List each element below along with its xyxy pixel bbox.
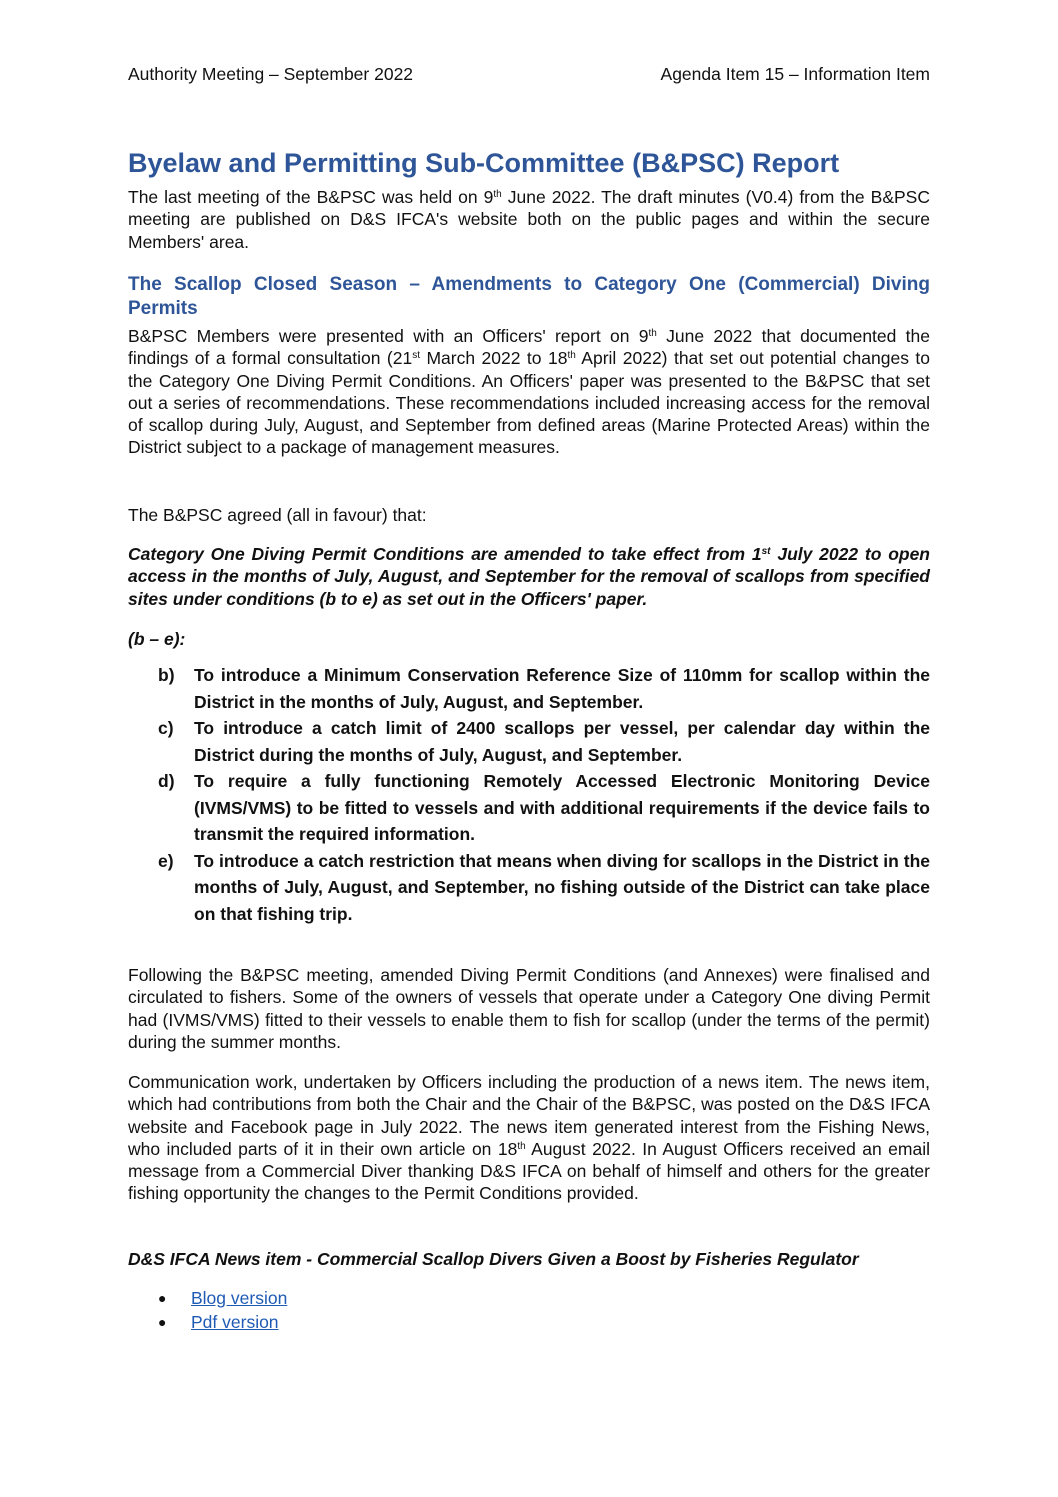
following-meeting-paragraph: Following the B&PSC meeting, amended Diving Permit Conditions (and Annexes) were finalised and circulated to fishers. Some of the owners of vessels that operate under a Category One diving Permit had (IVMS/VMS) fitted to their vessels to enable them to fish for scallop (under the terms of the permit) during the summer months. <box>128 965 930 1052</box>
section-heading: The Scallop Closed Season – Amendments to Category One (Commercial) Diving Permits <box>128 274 930 319</box>
condition-item: e) To introduce a catch restriction that means when diving for scallops in the District in the months of July, August, and September, no fishing outside of the District can take place on that fishing trip. <box>158 850 930 924</box>
agreed-statement: The B&PSC agreed (all in favour) that: <box>128 505 427 525</box>
blog-version-link[interactable]: Blog version <box>191 1288 288 1308</box>
bullet-icon: ● <box>158 1314 167 1330</box>
conditions-list <box>158 662 930 927</box>
bullet-icon: ● <box>158 1290 167 1306</box>
officers-report-paragraph: B&PSC Members were presented with an Officers' report on 9th June 2022 that documented the findings of a formal consultation (21st March 2022 to 18th April 2022) that set out potential changes to the Category One Diving Permit Conditions. An Officers' paper was presented to the B&PSC that set out a series of recommendations. These recommendations included increasing access for the removal of scallop during July, August, and September from defined areas (Marine Protected Areas) within the District subject to a package of management measures. <box>128 326 931 458</box>
resolution-text: Category One Diving Permit Conditions are amended to take effect from 1st July 2022 to open access in the months of July, August, and September for the removal of scallops from specified sites under conditions (b to e) as set out in the Officers' paper. <box>128 544 930 609</box>
condition-item: c) To introduce a catch limit of 2400 scallops per vessel, per calendar day within the District during the months of July, August, and September. <box>158 718 930 765</box>
report-title: Byelaw and Permitting Sub-Committee (B&PSC) Report <box>128 148 840 178</box>
list-item <box>158 1286 287 1310</box>
intro-paragraph: The last meeting of the B&PSC was held on 9th June 2022. The draft minutes (V0.4) from the B&PSC meeting are published on D&S IFCA's website both on the public pages and within the secure Members' area. <box>128 187 930 252</box>
header-meeting: Authority Meeting – September 2022 <box>128 64 414 84</box>
news-item-heading: D&S IFCA News item - Commercial Scallop Divers Given a Boost by Fisheries Regulator <box>128 1249 859 1269</box>
header-agenda-item: Agenda Item 15 – Information Item <box>660 64 930 84</box>
page-header <box>128 64 930 85</box>
list-item <box>158 1310 287 1334</box>
conditions-label: (b – e): <box>128 629 186 649</box>
pdf-version-link[interactable]: Pdf version <box>191 1312 279 1332</box>
condition-item: d) To require a fully functioning Remotely Accessed Electronic Monitoring Device (IVMS/VMS) to be fitted to vessels and with additional requirements if the device fails to transmit the required information. <box>158 771 930 844</box>
news-links-list <box>158 1286 287 1334</box>
condition-item: b) To introduce a Minimum Conservation Reference Size of 110mm for scallop within the District in the months of July, August, and September. <box>158 665 930 712</box>
communication-paragraph: Communication work, undertaken by Officers including the production of a news item. The news item, which had contributions from both the Chair and the Chair of the B&PSC, was posted on the D&S IFCA website and Facebook page in July 2022. The news item generated interest from the Fishing News, who included parts of it in their own article on 18th August 2022. In August Officers received an email message from a Commercial Diver thanking D&S IFCA on behalf of himself and others for the greater fishing opportunity the changes to the Permit Conditions provided. <box>128 1072 931 1204</box>
